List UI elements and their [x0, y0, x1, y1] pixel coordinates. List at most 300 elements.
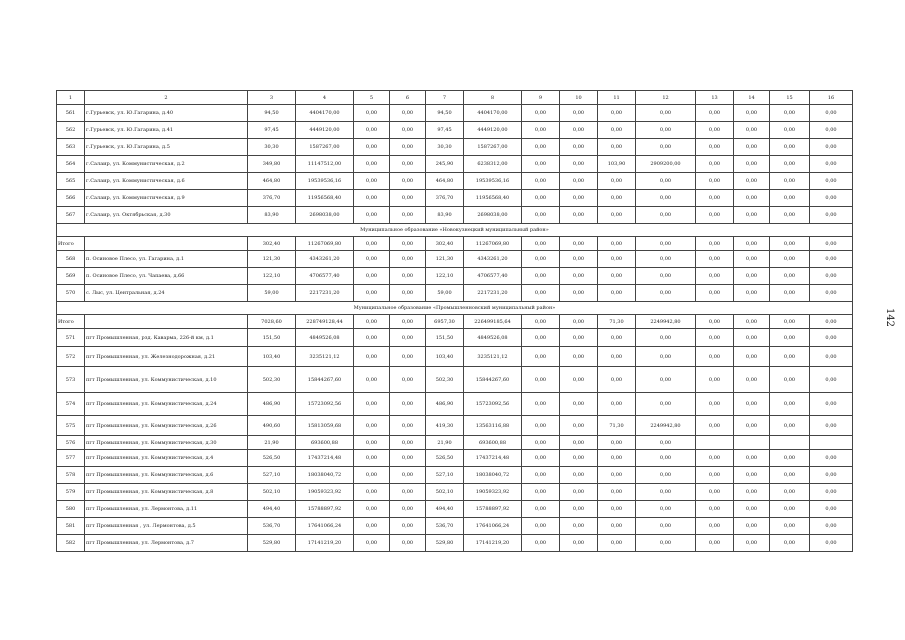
value-cell: 17641066,24 [464, 518, 522, 535]
table-row [57, 535, 853, 552]
column-header: 14 [734, 91, 770, 105]
value-cell: 30,30 [248, 139, 296, 156]
value-cell: 21,90 [248, 436, 296, 450]
value-cell: 0,00 [696, 139, 734, 156]
value-cell: 0,00 [734, 173, 770, 190]
value-cell: 0,00 [770, 367, 810, 393]
value-cell: 0,00 [354, 329, 390, 347]
value-cell: 0,00 [636, 347, 696, 367]
value-cell: 30,30 [426, 139, 464, 156]
value-cell: 0,00 [598, 190, 636, 207]
value-cell: 0,00 [810, 207, 853, 224]
value-cell: 0,00 [734, 393, 770, 416]
value-cell: 0,00 [560, 122, 598, 139]
value-cell: 0,00 [696, 518, 734, 535]
value-cell: 0,00 [810, 268, 853, 285]
value-cell: 0,00 [354, 535, 390, 552]
value-cell: 4449120,00 [296, 122, 354, 139]
address-cell: с. Лыс, ул. Центральная, д.24 [85, 285, 248, 302]
value-cell: 15788897,92 [296, 501, 354, 518]
value-cell: 0,00 [770, 501, 810, 518]
address-cell: пгт Промышленная, ул. Коммунистическая, д.10 [85, 367, 248, 393]
value-cell: 17641066,24 [296, 518, 354, 535]
value-cell: 0,00 [560, 393, 598, 416]
value-cell: 0,00 [522, 501, 560, 518]
value-cell: 71,30 [598, 416, 636, 436]
value-cell: 0,00 [636, 501, 696, 518]
value-cell: 0,00 [598, 268, 636, 285]
value-cell: 0,00 [810, 393, 853, 416]
value-cell: 419,30 [426, 416, 464, 436]
value-cell: 0,00 [810, 173, 853, 190]
value-cell: 1587267,00 [296, 139, 354, 156]
value-cell: 0,00 [522, 122, 560, 139]
address-cell: пгт Промышленная , ул. Лермонтова, д.5 [85, 518, 248, 535]
table-row [57, 416, 853, 436]
value-cell: 0,00 [560, 450, 598, 467]
value-cell: 0,00 [598, 436, 636, 450]
value-cell: 0,00 [522, 535, 560, 552]
row-number: 576 [57, 436, 85, 450]
row-number: 566 [57, 190, 85, 207]
value-cell: 0,00 [522, 315, 560, 329]
value-cell: 0,00 [696, 347, 734, 367]
value-cell: 151,50 [426, 329, 464, 347]
table-row [57, 518, 853, 535]
table-row [57, 501, 853, 518]
value-cell: 0,00 [354, 347, 390, 367]
value-cell: 0,00 [598, 139, 636, 156]
value-cell: 0,00 [696, 122, 734, 139]
address-cell: пгт Промышленная, ул. Железнодорожная, д.21 [85, 347, 248, 367]
value-cell: 122,10 [248, 268, 296, 285]
value-cell: 494,40 [426, 501, 464, 518]
value-cell: 83,90 [248, 207, 296, 224]
value-cell: 0,00 [390, 416, 426, 436]
value-cell: 0,00 [354, 190, 390, 207]
value-cell: 0,00 [636, 329, 696, 347]
value-cell: 0,00 [770, 535, 810, 552]
row-number: 578 [57, 467, 85, 484]
value-cell: 19059323,92 [464, 484, 522, 501]
row-number: 575 [57, 416, 85, 436]
table-row [57, 285, 853, 302]
address-cell: г.Гурьевск, ул. Ю.Гагарина, д.40 [85, 105, 248, 122]
value-cell: 97,45 [248, 122, 296, 139]
value-cell: 0,00 [354, 315, 390, 329]
value-cell: 376,70 [426, 190, 464, 207]
row-number: 569 [57, 268, 85, 285]
value-cell: 502,30 [248, 367, 296, 393]
value-cell: 0,00 [636, 467, 696, 484]
value-cell: 83,90 [426, 207, 464, 224]
value-cell: 486,90 [248, 393, 296, 416]
value-cell: 94,50 [426, 105, 464, 122]
table-row [57, 156, 853, 173]
column-header: 5 [354, 91, 390, 105]
column-header: 3 [248, 91, 296, 105]
value-cell: 0,00 [636, 122, 696, 139]
total-row [57, 315, 853, 329]
value-cell: 526,50 [248, 450, 296, 467]
value-cell: 0,00 [560, 347, 598, 367]
row-number: 570 [57, 285, 85, 302]
column-header: 15 [770, 91, 810, 105]
value-cell: 0,00 [734, 467, 770, 484]
value-cell: 0,00 [696, 315, 734, 329]
value-cell: 11267069,80 [296, 237, 354, 251]
value-cell: 0,00 [390, 329, 426, 347]
value-cell: 151,50 [248, 329, 296, 347]
row-number: 561 [57, 105, 85, 122]
value-cell: 122,10 [426, 268, 464, 285]
value-cell: 0,00 [354, 484, 390, 501]
value-cell: 15723092,56 [296, 393, 354, 416]
value-cell: 0,00 [696, 190, 734, 207]
value-cell: 0,00 [390, 450, 426, 467]
value-cell: 15844267,60 [296, 367, 354, 393]
value-cell: 0,00 [770, 105, 810, 122]
value-cell: 0,00 [734, 285, 770, 302]
address-cell: пгт Промышленная, рзд. Каварма, 226-й км, д.1 [85, 329, 248, 347]
value-cell: 0,00 [598, 251, 636, 268]
value-cell: 0,00 [770, 173, 810, 190]
value-cell: 0,00 [522, 367, 560, 393]
value-cell: 6957,30 [426, 315, 464, 329]
value-cell: 0,00 [390, 173, 426, 190]
address-cell: г.Салаир, ул. Коммунистическая, д.6 [85, 173, 248, 190]
value-cell: 0,00 [560, 315, 598, 329]
value-cell: 0,00 [522, 436, 560, 450]
section-title: Муниципальное образование «Промышленновский муниципальный район» [57, 302, 853, 315]
value-cell: 490,60 [248, 416, 296, 436]
table-row [57, 139, 853, 156]
value-cell: 0,00 [810, 501, 853, 518]
value-cell: 0,00 [598, 535, 636, 552]
value-cell: 0,00 [734, 484, 770, 501]
value-cell: 2698038,00 [296, 207, 354, 224]
value-cell: 21,90 [426, 436, 464, 450]
column-header: 13 [696, 91, 734, 105]
value-cell: 15723092,56 [464, 393, 522, 416]
address-cell: пгт Промышленная, ул. Коммунистическая, д.6 [85, 467, 248, 484]
value-cell: 0,00 [734, 518, 770, 535]
value-cell: 0,00 [560, 535, 598, 552]
value-cell [734, 436, 770, 450]
row-number: 567 [57, 207, 85, 224]
value-cell: 0,00 [810, 105, 853, 122]
value-cell: 7028,60 [248, 315, 296, 329]
value-cell: 0,00 [390, 501, 426, 518]
value-cell: 0,00 [770, 450, 810, 467]
value-cell: 0,00 [636, 105, 696, 122]
value-cell: 11147512,00 [296, 156, 354, 173]
value-cell: 529,80 [426, 535, 464, 552]
value-cell: 0,00 [598, 467, 636, 484]
value-cell: 0,00 [636, 190, 696, 207]
value-cell: 0,00 [696, 450, 734, 467]
value-cell: 0,00 [770, 251, 810, 268]
value-cell: 2249942,80 [636, 416, 696, 436]
row-number: 568 [57, 251, 85, 268]
value-cell: 0,00 [636, 518, 696, 535]
value-cell: 0,00 [636, 268, 696, 285]
value-cell: 0,00 [810, 237, 853, 251]
value-cell: 0,00 [598, 450, 636, 467]
value-cell: 0,00 [734, 535, 770, 552]
page-number: 142 [884, 307, 896, 328]
row-number: 572 [57, 347, 85, 367]
value-cell: 0,00 [810, 484, 853, 501]
value-cell: 0,00 [560, 237, 598, 251]
value-cell: 3235121,12 [296, 347, 354, 367]
value-cell: 0,00 [390, 315, 426, 329]
value-cell: 0,00 [770, 393, 810, 416]
value-cell: 0,00 [696, 173, 734, 190]
value-cell: 0,00 [522, 251, 560, 268]
value-cell: 502,30 [426, 367, 464, 393]
value-cell: 2217231,20 [296, 285, 354, 302]
value-cell: 0,00 [770, 315, 810, 329]
section-header-row [57, 302, 853, 315]
value-cell: 245,90 [426, 156, 464, 173]
address-cell: г.Салаир, ул. Коммунистическая, д.2 [85, 156, 248, 173]
value-cell: 0,00 [810, 251, 853, 268]
value-cell: 529,80 [248, 535, 296, 552]
table-row [57, 122, 853, 139]
value-cell: 0,00 [598, 347, 636, 367]
value-cell: 0,00 [810, 535, 853, 552]
value-cell: 17437214,48 [296, 450, 354, 467]
value-cell: 0,00 [354, 393, 390, 416]
value-cell: 302,40 [248, 237, 296, 251]
value-cell: 0,00 [354, 285, 390, 302]
value-cell: 0,00 [522, 450, 560, 467]
value-cell: 0,00 [734, 268, 770, 285]
value-cell: 0,00 [354, 450, 390, 467]
value-cell: 71,30 [598, 315, 636, 329]
value-cell: 0,00 [560, 207, 598, 224]
value-cell: 494,40 [248, 501, 296, 518]
value-cell: 0,00 [734, 237, 770, 251]
column-header: 16 [810, 91, 853, 105]
value-cell: 0,00 [522, 285, 560, 302]
value-cell: 0,00 [810, 347, 853, 367]
table-row [57, 329, 853, 347]
value-cell: 0,00 [560, 190, 598, 207]
value-cell: 0,00 [734, 450, 770, 467]
value-cell: 0,00 [770, 139, 810, 156]
value-cell: 0,00 [354, 467, 390, 484]
value-cell: 0,00 [598, 237, 636, 251]
value-cell: 0,00 [390, 207, 426, 224]
value-cell: 0,00 [696, 156, 734, 173]
value-cell: 0,00 [734, 207, 770, 224]
value-cell: 0,00 [770, 268, 810, 285]
value-cell: 226499185,64 [464, 315, 522, 329]
value-cell: 0,00 [636, 484, 696, 501]
address-cell: пгт Промышленная, ул. Коммунистическая, д.8 [85, 484, 248, 501]
table-row [57, 484, 853, 501]
value-cell: 0,00 [770, 156, 810, 173]
value-cell: 0,00 [636, 367, 696, 393]
value-cell: 0,00 [354, 156, 390, 173]
value-cell: 0,00 [636, 237, 696, 251]
column-header: 7 [426, 91, 464, 105]
table-row [57, 207, 853, 224]
row-number: 562 [57, 122, 85, 139]
value-cell: 4343261,20 [296, 251, 354, 268]
value-cell: 0,00 [522, 190, 560, 207]
value-cell: 0,00 [390, 436, 426, 450]
value-cell: 0,00 [390, 190, 426, 207]
value-cell: 0,00 [598, 207, 636, 224]
value-cell: 0,00 [522, 105, 560, 122]
value-cell: 0,00 [770, 347, 810, 367]
value-cell [810, 436, 853, 450]
value-cell: 0,00 [734, 501, 770, 518]
value-cell: 17437214,48 [464, 450, 522, 467]
column-header: 11 [598, 91, 636, 105]
value-cell: 0,00 [390, 535, 426, 552]
column-header: 10 [560, 91, 598, 105]
value-cell: 0,00 [354, 367, 390, 393]
value-cell: 0,00 [390, 105, 426, 122]
column-header: 4 [296, 91, 354, 105]
value-cell: 4404170,00 [296, 105, 354, 122]
value-cell: 526,50 [426, 450, 464, 467]
value-cell: 0,00 [734, 190, 770, 207]
value-cell: 0,00 [390, 518, 426, 535]
value-cell: 0,00 [560, 518, 598, 535]
value-cell: 0,00 [770, 285, 810, 302]
address-cell: п. Осиновое Плесо, ул. Чапаева, д.66 [85, 268, 248, 285]
value-cell: 0,00 [390, 393, 426, 416]
value-cell: 0,00 [598, 173, 636, 190]
value-cell: 4849526,08 [464, 329, 522, 347]
value-cell: 15844267,60 [464, 367, 522, 393]
value-cell: 376,70 [248, 190, 296, 207]
value-cell: 0,00 [390, 347, 426, 367]
value-cell: 502,10 [426, 484, 464, 501]
value-cell: 0,00 [810, 156, 853, 173]
table-row [57, 367, 853, 393]
value-cell: 0,00 [560, 268, 598, 285]
value-cell: 0,00 [696, 484, 734, 501]
value-cell: 527,10 [248, 467, 296, 484]
value-cell: 0,00 [734, 329, 770, 347]
value-cell: 0,00 [560, 467, 598, 484]
value-cell: 19539536,16 [296, 173, 354, 190]
address-cell [85, 315, 248, 329]
address-cell: пгт Промышленная, ул. Коммунистическая, д.4 [85, 450, 248, 467]
value-cell: 0,00 [598, 105, 636, 122]
value-cell: 17141219,20 [296, 535, 354, 552]
value-cell: 0,00 [522, 518, 560, 535]
value-cell: 13563116,88 [464, 416, 522, 436]
address-cell: пгт Промышленная, ул. Коммунистическая, д.24 [85, 393, 248, 416]
value-cell: 0,00 [560, 484, 598, 501]
row-number: 582 [57, 535, 85, 552]
value-cell: 0,00 [696, 329, 734, 347]
value-cell: 0,00 [810, 329, 853, 347]
value-cell: 103,90 [598, 156, 636, 173]
value-cell: 0,00 [522, 484, 560, 501]
value-cell: 0,00 [354, 518, 390, 535]
table-row [57, 467, 853, 484]
value-cell: 4343261,20 [464, 251, 522, 268]
value-cell: 94,50 [248, 105, 296, 122]
value-cell: 2698038,00 [464, 207, 522, 224]
value-cell: 0,00 [354, 501, 390, 518]
value-cell: 0,00 [354, 105, 390, 122]
value-cell: 0,00 [810, 416, 853, 436]
value-cell: 0,00 [560, 105, 598, 122]
value-cell: 0,00 [560, 329, 598, 347]
address-cell: г.Гурьевск, ул. Ю.Гагарина, д.5 [85, 139, 248, 156]
value-cell: 536,70 [426, 518, 464, 535]
row-number: 577 [57, 450, 85, 467]
value-cell: 4849526,08 [296, 329, 354, 347]
value-cell: 0,00 [810, 285, 853, 302]
column-header: 8 [464, 91, 522, 105]
value-cell: 0,00 [734, 367, 770, 393]
value-cell: 0,00 [354, 122, 390, 139]
value-cell: 0,00 [770, 122, 810, 139]
value-cell: 11956568,40 [464, 190, 522, 207]
value-cell: 0,00 [522, 416, 560, 436]
value-cell: 18038040,72 [296, 467, 354, 484]
value-cell: 0,00 [696, 501, 734, 518]
value-cell: 0,00 [522, 207, 560, 224]
value-cell: 0,00 [354, 173, 390, 190]
value-cell: 0,00 [390, 467, 426, 484]
value-cell: 0,00 [354, 139, 390, 156]
value-cell: 0,00 [354, 251, 390, 268]
table-row [57, 393, 853, 416]
value-cell: 0,00 [390, 122, 426, 139]
value-cell: 0,00 [770, 484, 810, 501]
value-cell: 0,00 [636, 436, 696, 450]
value-cell: 228749128,44 [296, 315, 354, 329]
value-cell: 0,00 [598, 518, 636, 535]
value-cell: 0,00 [560, 156, 598, 173]
value-cell: 6238312,00 [464, 156, 522, 173]
value-cell: 0,00 [522, 156, 560, 173]
value-cell: 0,00 [598, 484, 636, 501]
value-cell: 0,00 [696, 393, 734, 416]
value-cell: 15788897,92 [464, 501, 522, 518]
value-cell: 2249942,80 [636, 315, 696, 329]
value-cell: 19539536,16 [464, 173, 522, 190]
address-cell: г.Гурьевск, ул. Ю.Гагарина, д.41 [85, 122, 248, 139]
address-cell: пгт Промышленная, ул. Коммунистическая, д.26 [85, 416, 248, 436]
column-header: 1 [57, 91, 85, 105]
table-row [57, 436, 853, 450]
value-cell: 527,10 [426, 467, 464, 484]
address-cell [85, 237, 248, 251]
value-cell: 693600,88 [464, 436, 522, 450]
value-cell: 0,00 [696, 251, 734, 268]
value-cell: 0,00 [696, 367, 734, 393]
row-number: 580 [57, 501, 85, 518]
value-cell: 0,00 [354, 416, 390, 436]
value-cell: 121,30 [248, 251, 296, 268]
row-number: 574 [57, 393, 85, 416]
value-cell: 4449120,00 [464, 122, 522, 139]
value-cell: 0,00 [522, 467, 560, 484]
value-cell: 0,00 [636, 393, 696, 416]
